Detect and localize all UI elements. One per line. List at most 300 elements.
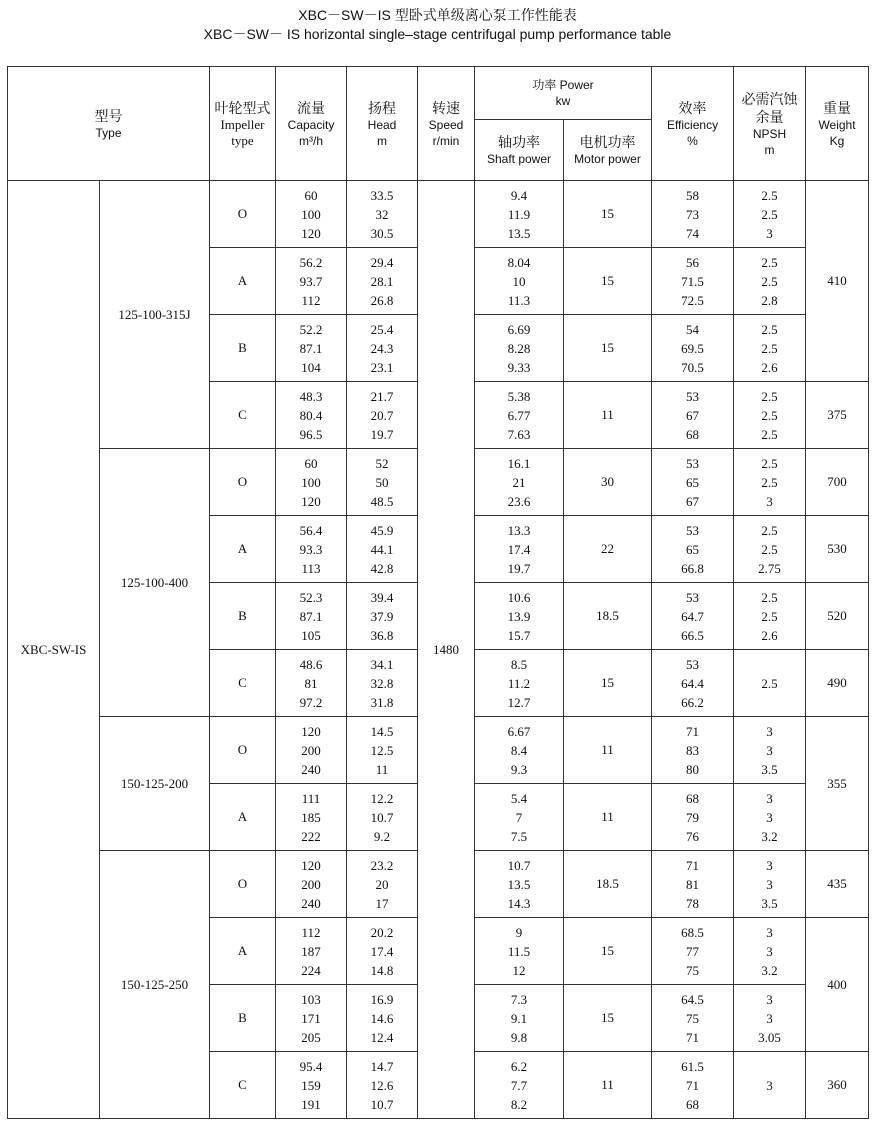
npsh-value: 3.2 (761, 828, 778, 844)
shaft-power-value: 7.63 (507, 426, 531, 442)
shaft-power-value: 6.77 (507, 407, 531, 423)
shaft-power-value: 7.5 (510, 828, 528, 844)
impeller-cell: O (210, 181, 276, 248)
shaft-power-value: 6.67 (507, 723, 531, 739)
shaft-power-value: 6.2 (510, 1058, 528, 1074)
capacity-value: 96.5 (299, 426, 323, 442)
header-type: 型号 Type (8, 67, 210, 181)
npsh-value: 3 (766, 924, 773, 940)
capacity-cell (276, 985, 347, 1052)
efficiency-cell (652, 1052, 734, 1119)
shaft-power-value: 11.9 (507, 206, 531, 222)
shaft-power-value: 16.1 (507, 455, 531, 471)
header-efficiency: 效率 Efficiency % (652, 67, 734, 181)
npsh-value: 3 (766, 1010, 773, 1026)
head-value: 32.8 (370, 675, 394, 691)
shaft-power-value: 8.04 (507, 254, 531, 270)
efficiency-value: 69.5 (681, 340, 704, 356)
efficiency-value: 53 (686, 522, 700, 538)
head-value: 23.1 (370, 359, 394, 375)
capacity-value: 97.2 (299, 694, 323, 710)
impeller-cell: B (210, 985, 276, 1052)
npsh-value: 2.5 (761, 474, 778, 490)
efficiency-value: 70.5 (681, 359, 704, 375)
shaft-power-cell (475, 248, 564, 315)
npsh-value: 2.5 (761, 388, 778, 404)
efficiency-cell (652, 248, 734, 315)
head-value: 39.4 (370, 589, 394, 605)
weight-cell: 700 (806, 449, 869, 516)
shaft-power-value: 11.5 (507, 943, 531, 959)
header-speed: 转速 Speed r/min (418, 67, 475, 181)
head-value: 32 (375, 206, 389, 222)
shaft-power-cell (475, 784, 564, 851)
impeller-cell: C (210, 382, 276, 449)
shaft-power-cell (475, 851, 564, 918)
head-value: 45.9 (370, 522, 394, 538)
weight-cell: 435 (806, 851, 869, 918)
motor-power-cell: 15 (564, 315, 652, 382)
npsh-cell (734, 516, 806, 583)
npsh-cell (734, 583, 806, 650)
head-value: 12.2 (370, 790, 394, 806)
efficiency-value: 74 (686, 225, 700, 241)
head-cell (347, 516, 418, 583)
efficiency-value: 75 (686, 1010, 700, 1026)
efficiency-value: 73 (686, 206, 700, 222)
capacity-cell (276, 248, 347, 315)
efficiency-value: 56 (686, 254, 700, 270)
capacity-value: 200 (301, 742, 321, 758)
motor-power-cell: 15 (564, 650, 652, 717)
capacity-value: 120 (301, 493, 321, 509)
capacity-cell (276, 784, 347, 851)
motor-power-cell: 15 (564, 985, 652, 1052)
shaft-power-value: 11.3 (507, 292, 531, 308)
capacity-cell (276, 315, 347, 382)
capacity-value: 56.2 (299, 254, 323, 270)
capacity-value: 56.4 (299, 522, 323, 538)
capacity-value: 200 (301, 876, 321, 892)
head-cell (347, 985, 418, 1052)
head-cell (347, 1052, 418, 1119)
weight-cell: 530 (806, 516, 869, 583)
npsh-value: 2.5 (761, 675, 778, 691)
npsh-cell (734, 382, 806, 449)
shaft-power-cell (475, 1052, 564, 1119)
series-cell: XBC-SW-IS (8, 181, 100, 1119)
head-value: 42.8 (370, 560, 394, 576)
npsh-value: 3.5 (761, 761, 778, 777)
shaft-power-value: 7.7 (510, 1077, 528, 1093)
title-en: XBC－SW－ IS horizontal single–stage centrifugal pump performance table (203, 26, 672, 42)
npsh-cell (734, 784, 806, 851)
title-zh: XBC－SW－IS 型卧式单级离心泵工作性能表 (298, 7, 577, 23)
shaft-power-value: 21 (512, 474, 526, 490)
efficiency-value: 67 (686, 407, 700, 423)
npsh-value: 2.75 (758, 560, 781, 576)
shaft-power-value: 9 (515, 924, 523, 940)
efficiency-cell (652, 516, 734, 583)
npsh-value: 3 (766, 809, 773, 825)
shaft-power-value: 10 (512, 273, 526, 289)
efficiency-cell (652, 985, 734, 1052)
head-value: 16.9 (370, 991, 394, 1007)
efficiency-cell (652, 650, 734, 717)
head-value: 12.5 (370, 742, 394, 758)
capacity-value: 240 (301, 761, 321, 777)
efficiency-value: 78 (686, 895, 700, 911)
weight-cell: 400 (806, 918, 869, 1052)
efficiency-cell (652, 784, 734, 851)
model-cell: 150-125-200 (100, 717, 210, 851)
capacity-value: 120 (301, 225, 321, 241)
capacity-value: 120 (301, 723, 321, 739)
npsh-value: 3 (766, 225, 773, 241)
efficiency-value: 68.5 (681, 924, 704, 940)
head-cell (347, 449, 418, 516)
head-value: 29.4 (370, 254, 394, 270)
shaft-power-cell (475, 449, 564, 516)
capacity-value: 120 (301, 857, 321, 873)
shaft-power-value: 13.3 (507, 522, 531, 538)
head-value: 33.5 (370, 187, 394, 203)
performance-table (7, 66, 869, 1119)
header-capacity: 流量 Capacity m³/h (276, 67, 347, 181)
efficiency-value: 53 (686, 388, 700, 404)
head-value: 34.1 (370, 656, 394, 672)
capacity-value: 112 (301, 924, 321, 940)
npsh-value: 3 (766, 1077, 773, 1093)
efficiency-cell (652, 717, 734, 784)
shaft-power-value: 5.4 (510, 790, 528, 806)
head-value: 9.2 (373, 828, 391, 844)
head-cell (347, 248, 418, 315)
npsh-cell (734, 650, 806, 717)
shaft-power-value: 6.69 (507, 321, 531, 337)
head-value: 11 (375, 761, 389, 777)
efficiency-value: 54 (686, 321, 700, 337)
motor-power-cell: 11 (564, 382, 652, 449)
npsh-value: 2.5 (761, 187, 778, 203)
npsh-value: 3.5 (761, 895, 778, 911)
capacity-value: 185 (301, 809, 321, 825)
shaft-power-value: 12.7 (507, 694, 531, 710)
model-cell: 150-125-250 (100, 851, 210, 1119)
header-npsh: 必需汽蚀 余量 NPSH m (734, 67, 806, 181)
impeller-cell: O (210, 717, 276, 784)
capacity-value: 60 (304, 187, 318, 203)
efficiency-value: 77 (686, 943, 700, 959)
head-value: 19.7 (370, 426, 394, 442)
capacity-value: 187 (301, 943, 321, 959)
head-value: 24.3 (370, 340, 394, 356)
efficiency-value: 68 (686, 1096, 700, 1112)
efficiency-value: 71 (686, 1029, 700, 1045)
efficiency-value: 53 (686, 589, 700, 605)
shaft-power-value: 7 (515, 809, 523, 825)
impeller-cell: A (210, 918, 276, 985)
efficiency-value: 75 (686, 962, 700, 978)
head-value: 12.4 (370, 1029, 394, 1045)
npsh-value: 2.5 (761, 273, 778, 289)
efficiency-value: 66.5 (681, 627, 704, 643)
shaft-power-cell (475, 382, 564, 449)
header-weight: 重量 Weight Kg (806, 67, 869, 181)
head-value: 21.7 (370, 388, 394, 404)
npsh-value: 3.2 (761, 962, 778, 978)
head-value: 31.8 (370, 694, 394, 710)
capacity-value: 95.4 (299, 1058, 323, 1074)
efficiency-cell (652, 918, 734, 985)
shaft-power-value: 13.5 (507, 225, 531, 241)
motor-power-cell: 11 (564, 717, 652, 784)
shaft-power-value: 9.4 (510, 187, 528, 203)
npsh-value: 2.5 (761, 321, 778, 337)
impeller-cell: B (210, 583, 276, 650)
impeller-cell: O (210, 851, 276, 918)
efficiency-value: 71 (686, 857, 700, 873)
npsh-value: 2.8 (761, 292, 778, 308)
head-value: 23.2 (370, 857, 394, 873)
shaft-power-value: 9.8 (510, 1029, 528, 1045)
shaft-power-value: 11.2 (507, 675, 531, 691)
npsh-value: 3 (766, 493, 773, 509)
efficiency-value: 58 (686, 187, 700, 203)
shaft-power-cell (475, 918, 564, 985)
impeller-cell: A (210, 248, 276, 315)
efficiency-value: 64.7 (681, 608, 704, 624)
npsh-value: 2.5 (761, 426, 778, 442)
shaft-power-value: 17.4 (507, 541, 531, 557)
header-power: 功率 Power kw (475, 67, 652, 120)
npsh-cell (734, 717, 806, 784)
motor-power-cell: 11 (564, 1052, 652, 1119)
impeller-cell: O (210, 449, 276, 516)
speed-cell: 1480 (418, 181, 475, 1119)
capacity-value: 52.2 (299, 321, 323, 337)
shaft-power-value: 10.6 (507, 589, 531, 605)
npsh-value: 2.5 (761, 522, 778, 538)
npsh-value: 3 (766, 742, 773, 758)
weight-cell: 410 (806, 181, 869, 382)
capacity-value: 222 (301, 828, 321, 844)
efficiency-value: 65 (686, 474, 700, 490)
npsh-cell (734, 1052, 806, 1119)
head-value: 10.7 (370, 1096, 394, 1112)
npsh-cell (734, 181, 806, 248)
capacity-value: 240 (301, 895, 321, 911)
efficiency-value: 66.2 (681, 694, 704, 710)
capacity-value: 205 (301, 1029, 321, 1045)
efficiency-value: 79 (686, 809, 700, 825)
capacity-cell (276, 382, 347, 449)
header-shaft-power: 轴功率 Shaft power (475, 120, 564, 181)
head-value: 12.6 (370, 1077, 394, 1093)
shaft-power-value: 7.3 (510, 991, 528, 1007)
head-value: 10.7 (370, 809, 394, 825)
table-body (8, 181, 869, 1119)
efficiency-value: 80 (686, 761, 700, 777)
head-value: 26.8 (370, 292, 394, 308)
shaft-power-value: 15.7 (507, 627, 531, 643)
motor-power-cell: 30 (564, 449, 652, 516)
shaft-power-value: 23.6 (507, 493, 531, 509)
capacity-value: 224 (301, 962, 321, 978)
capacity-cell (276, 449, 347, 516)
capacity-value: 100 (301, 206, 321, 222)
npsh-cell (734, 248, 806, 315)
head-value: 14.8 (370, 962, 394, 978)
capacity-value: 191 (301, 1096, 321, 1112)
capacity-value: 105 (301, 627, 321, 643)
capacity-value: 159 (301, 1077, 321, 1093)
capacity-cell (276, 181, 347, 248)
npsh-value: 2.6 (761, 627, 778, 643)
head-value: 50 (375, 474, 389, 490)
capacity-value: 93.3 (299, 541, 323, 557)
head-value: 20.7 (370, 407, 394, 423)
head-value: 44.1 (370, 541, 394, 557)
head-cell (347, 382, 418, 449)
npsh-value: 2.6 (761, 359, 778, 375)
efficiency-value: 68 (686, 790, 700, 806)
npsh-value: 2.5 (761, 340, 778, 356)
model-cell: 125-100-315J (100, 181, 210, 449)
shaft-power-value: 12 (512, 962, 526, 978)
capacity-cell (276, 583, 347, 650)
efficiency-value: 68 (686, 426, 700, 442)
efficiency-value: 67 (686, 493, 700, 509)
capacity-cell (276, 717, 347, 784)
capacity-value: 52.3 (299, 589, 323, 605)
efficiency-value: 72.5 (681, 292, 704, 308)
capacity-value: 100 (301, 474, 321, 490)
efficiency-cell (652, 449, 734, 516)
head-value: 28.1 (370, 273, 394, 289)
efficiency-cell (652, 382, 734, 449)
capacity-value: 81 (304, 675, 318, 691)
efficiency-value: 66.8 (681, 560, 704, 576)
npsh-cell (734, 985, 806, 1052)
shaft-power-value: 9.33 (507, 359, 531, 375)
npsh-value: 3 (766, 723, 773, 739)
efficiency-value: 71 (686, 1077, 700, 1093)
head-cell (347, 315, 418, 382)
head-value: 17 (375, 895, 389, 911)
efficiency-cell (652, 851, 734, 918)
head-value: 14.5 (370, 723, 394, 739)
shaft-power-value: 5.38 (507, 388, 531, 404)
shaft-power-value: 9.1 (510, 1010, 528, 1026)
efficiency-value: 64.4 (681, 675, 704, 691)
capacity-value: 113 (301, 560, 321, 576)
table-row (8, 181, 869, 248)
impeller-cell: C (210, 650, 276, 717)
efficiency-cell (652, 181, 734, 248)
npsh-value: 2.5 (761, 254, 778, 270)
efficiency-value: 53 (686, 656, 700, 672)
npsh-value: 3 (766, 943, 773, 959)
shaft-power-cell (475, 717, 564, 784)
head-value: 20 (375, 876, 389, 892)
npsh-cell (734, 918, 806, 985)
npsh-value: 2.5 (761, 589, 778, 605)
efficiency-cell (652, 315, 734, 382)
shaft-power-cell (475, 181, 564, 248)
capacity-value: 104 (301, 359, 321, 375)
shaft-power-cell (475, 583, 564, 650)
capacity-value: 48.6 (299, 656, 323, 672)
npsh-value: 3 (766, 991, 773, 1007)
npsh-value: 2.5 (761, 608, 778, 624)
shaft-power-value: 19.7 (507, 560, 531, 576)
shaft-power-cell (475, 315, 564, 382)
capacity-cell (276, 650, 347, 717)
model-cell: 125-100-400 (100, 449, 210, 717)
head-cell (347, 918, 418, 985)
capacity-cell (276, 516, 347, 583)
head-cell (347, 717, 418, 784)
efficiency-value: 53 (686, 455, 700, 471)
head-value: 14.6 (370, 1010, 394, 1026)
npsh-value: 2.5 (761, 455, 778, 471)
head-cell (347, 784, 418, 851)
efficiency-value: 83 (686, 742, 700, 758)
impeller-cell: A (210, 784, 276, 851)
capacity-value: 87.1 (299, 340, 323, 356)
efficiency-cell (652, 583, 734, 650)
weight-cell: 490 (806, 650, 869, 717)
head-value: 14.7 (370, 1058, 394, 1074)
npsh-cell (734, 315, 806, 382)
capacity-cell (276, 918, 347, 985)
head-value: 36.8 (370, 627, 394, 643)
efficiency-value: 64.5 (681, 991, 704, 1007)
head-cell (347, 650, 418, 717)
impeller-cell: C (210, 1052, 276, 1119)
head-value: 17.4 (370, 943, 394, 959)
header-head: 扬程 Head m (347, 67, 418, 181)
capacity-value: 171 (301, 1010, 321, 1026)
shaft-power-value: 8.4 (510, 742, 528, 758)
npsh-value: 3 (766, 857, 773, 873)
head-cell (347, 583, 418, 650)
shaft-power-value: 8.5 (510, 656, 528, 672)
header-impeller: 叶轮型式 Impeller type (210, 67, 276, 181)
motor-power-cell: 15 (564, 918, 652, 985)
npsh-value: 2.5 (761, 407, 778, 423)
head-value: 20.2 (370, 924, 394, 940)
efficiency-value: 65 (686, 541, 700, 557)
motor-power-cell: 22 (564, 516, 652, 583)
motor-power-cell: 18.5 (564, 851, 652, 918)
npsh-value: 3 (766, 876, 773, 892)
weight-cell: 520 (806, 583, 869, 650)
npsh-value: 2.5 (761, 206, 778, 222)
efficiency-value: 76 (686, 828, 700, 844)
shaft-power-value: 8.28 (507, 340, 531, 356)
head-value: 52 (375, 455, 389, 471)
shaft-power-value: 8.2 (510, 1096, 528, 1112)
capacity-value: 87.1 (299, 608, 323, 624)
shaft-power-cell (475, 650, 564, 717)
capacity-value: 60 (304, 455, 318, 471)
efficiency-value: 71 (686, 723, 700, 739)
shaft-power-value: 10.7 (507, 857, 531, 873)
capacity-value: 112 (301, 292, 321, 308)
weight-cell: 355 (806, 717, 869, 851)
